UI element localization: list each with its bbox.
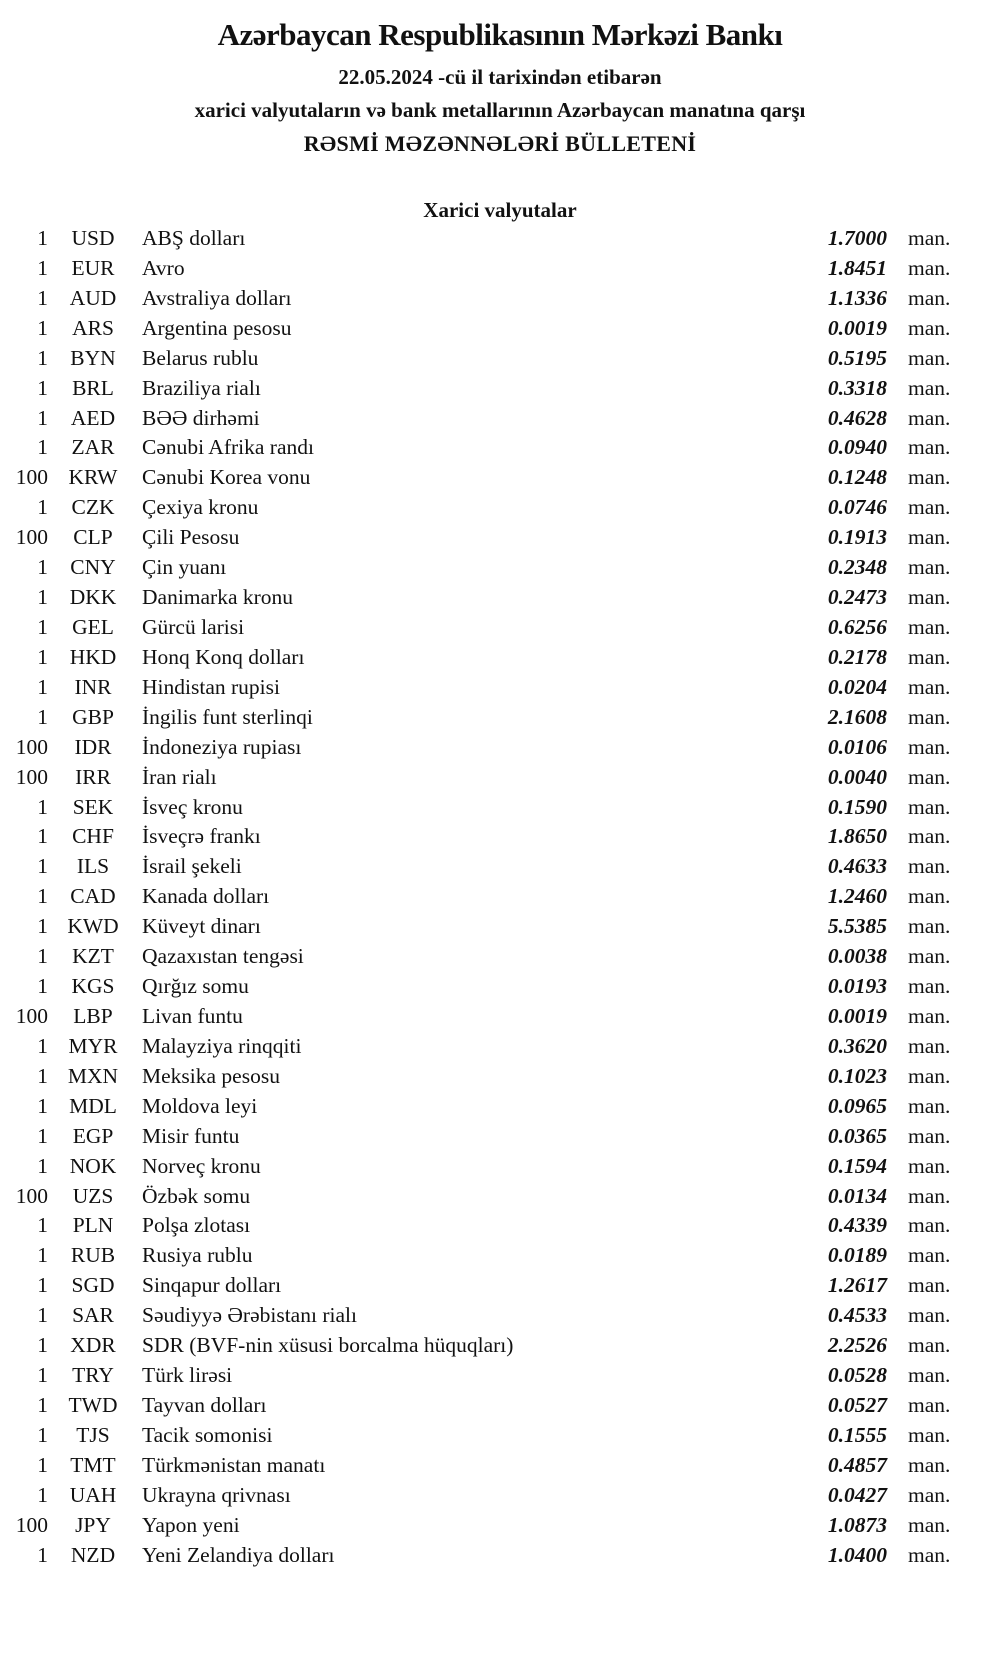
currency-name-cell: Türkmənistan manatı [142, 1452, 326, 1477]
table-row [0, 1303, 1000, 1333]
currency-code-cell: EUR [71, 255, 115, 280]
rate-cell: 0.0746 [827, 495, 887, 520]
quantity-cell: 1 [37, 495, 48, 520]
currency-name-cell: Avro [142, 255, 185, 280]
rate-cell: 0.0965 [827, 1093, 887, 1118]
unit-cell: man. [908, 1542, 951, 1567]
unit-cell: man. [908, 1213, 951, 1238]
bulletin-subtitle: xarici valyutaların və bank metallarının Azərbaycan manatına qarşı [194, 98, 806, 122]
currency-code-cell: BRL [72, 375, 114, 400]
unit-cell: man. [908, 1063, 951, 1088]
currency-code-cell: JPY [75, 1512, 111, 1537]
rate-cell: 0.4628 [827, 405, 887, 430]
currency-code-cell: CZK [71, 495, 115, 520]
currency-code-cell: DKK [69, 585, 117, 610]
rate-cell: 0.0427 [827, 1482, 887, 1507]
unit-cell: man. [908, 1333, 951, 1358]
rates-table [0, 226, 1000, 1572]
rate-cell: 1.0873 [827, 1512, 887, 1537]
currency-code-cell: ARS [72, 315, 114, 340]
currency-code-cell: ZAR [71, 435, 115, 460]
currency-code-cell: IDR [74, 734, 112, 759]
rate-cell: 0.1913 [827, 525, 887, 550]
quantity-cell: 1 [37, 585, 48, 610]
rate-cell: 0.2178 [827, 644, 887, 669]
unit-cell: man. [908, 1243, 951, 1268]
quantity-cell: 1 [37, 884, 48, 909]
currency-name-cell: Yeni Zelandiya dolları [142, 1542, 335, 1567]
table-row [0, 884, 1000, 914]
currency-name-cell: Türk lirəsi [142, 1363, 233, 1388]
table-row [0, 735, 1000, 765]
quantity-cell: 1 [37, 1452, 48, 1477]
rate-cell: 5.5385 [827, 914, 887, 939]
currency-code-cell: LBP [73, 1003, 113, 1028]
rate-cell: 0.0106 [827, 734, 887, 759]
currency-code-cell: SGD [71, 1273, 115, 1298]
rate-cell: 0.2348 [827, 555, 887, 580]
currency-code-cell: RUB [70, 1243, 116, 1268]
currency-name-cell: İsveç kronu [142, 794, 243, 819]
quantity-cell: 100 [15, 1003, 48, 1028]
quantity-cell: 1 [37, 1153, 48, 1178]
currency-code-cell: GEL [72, 614, 114, 639]
rate-cell: 0.1594 [827, 1153, 887, 1178]
currency-code-cell: SAR [72, 1303, 114, 1328]
currency-name-cell: İsrail şekeli [142, 854, 242, 879]
rate-cell: 0.4633 [827, 854, 887, 879]
currency-code-cell: MYR [68, 1033, 118, 1058]
unit-cell: man. [908, 734, 951, 759]
currency-name-cell: Polşa zlotası [142, 1213, 251, 1238]
currency-name-cell: Qırğız somu [142, 974, 249, 999]
rate-cell: 0.0528 [827, 1363, 887, 1388]
table-row [0, 944, 1000, 974]
bank-name-title: Azərbaycan Respublikasının Mərkəzi Bankı [217, 17, 783, 52]
quantity-cell: 100 [15, 1512, 48, 1537]
quantity-cell: 100 [15, 465, 48, 490]
quantity-cell: 1 [37, 614, 48, 639]
quantity-cell: 1 [37, 255, 48, 280]
table-row [0, 675, 1000, 705]
quantity-cell: 1 [37, 1093, 48, 1118]
currency-name-cell: Danimarka kronu [142, 585, 294, 610]
rate-cell: 0.2473 [827, 585, 887, 610]
currency-name-cell: Çin yuanı [142, 555, 227, 580]
currency-code-cell: USD [71, 226, 115, 250]
rate-cell: 0.0134 [827, 1183, 887, 1208]
unit-cell: man. [908, 1183, 951, 1208]
rate-cell: 1.1336 [827, 285, 887, 310]
currency-name-cell: BƏƏ dirhəmi [142, 405, 260, 430]
currency-name-cell: Malayziya rinqqiti [142, 1033, 302, 1058]
unit-cell: man. [908, 495, 951, 520]
quantity-cell: 1 [37, 1303, 48, 1328]
table-row [0, 1004, 1000, 1034]
quantity-cell: 1 [37, 555, 48, 580]
unit-cell: man. [908, 974, 951, 999]
table-row [0, 585, 1000, 615]
currency-code-cell: KZT [72, 944, 114, 969]
effective-date-line: 22.05.2024 -cü il tarixindən etibarən [338, 65, 662, 89]
unit-cell: man. [908, 375, 951, 400]
rate-cell: 2.1608 [827, 704, 887, 729]
rate-cell: 0.1590 [827, 794, 887, 819]
quantity-cell: 1 [37, 1333, 48, 1358]
table-row [0, 1034, 1000, 1064]
table-row [0, 226, 1000, 256]
currency-code-cell: TJS [76, 1422, 110, 1447]
currency-code-cell: INR [74, 674, 112, 699]
quantity-cell: 1 [37, 974, 48, 999]
unit-cell: man. [908, 914, 951, 939]
table-row [0, 495, 1000, 525]
currency-code-cell: UAH [69, 1482, 117, 1507]
table-row [0, 1124, 1000, 1154]
unit-cell: man. [908, 345, 951, 370]
table-row [0, 435, 1000, 465]
quantity-cell: 1 [37, 794, 48, 819]
currency-code-cell: GBP [72, 704, 114, 729]
currency-name-cell: Honq Konq dolları [142, 644, 305, 669]
rate-cell: 0.0038 [827, 944, 887, 969]
rate-cell: 1.2460 [827, 884, 887, 909]
table-row [0, 1273, 1000, 1303]
unit-cell: man. [908, 1273, 951, 1298]
quantity-cell: 1 [37, 854, 48, 879]
rate-cell: 1.2617 [827, 1273, 887, 1298]
unit-cell: man. [908, 405, 951, 430]
currency-code-cell: NOK [69, 1153, 117, 1178]
unit-cell: man. [908, 1123, 951, 1148]
currency-name-cell: Misir funtu [142, 1123, 240, 1148]
rate-cell: 0.0189 [827, 1243, 887, 1268]
currency-name-cell: Meksika pesosu [142, 1063, 280, 1088]
quantity-cell: 1 [37, 1422, 48, 1447]
currency-code-cell: CAD [70, 884, 116, 909]
currency-code-cell: NZD [70, 1542, 116, 1567]
quantity-cell: 1 [37, 1273, 48, 1298]
table-row [0, 974, 1000, 1004]
rate-cell: 0.1248 [827, 465, 887, 490]
unit-cell: man. [908, 255, 951, 280]
currency-name-cell: İsveçrə frankı [142, 824, 261, 849]
rate-cell: 1.0400 [827, 1542, 887, 1567]
unit-cell: man. [908, 435, 951, 460]
quantity-cell: 1 [37, 824, 48, 849]
currency-code-cell: TWD [68, 1392, 118, 1417]
quantity-cell: 1 [37, 375, 48, 400]
unit-cell: man. [908, 1392, 951, 1417]
currency-code-cell: UZS [72, 1183, 114, 1208]
currency-name-cell: Sinqapur dolları [142, 1273, 282, 1298]
quantity-cell: 1 [37, 1542, 48, 1567]
bulletin-header [0, 0, 1000, 158]
unit-cell: man. [908, 1452, 951, 1477]
rate-cell: 0.1023 [827, 1063, 887, 1088]
table-row [0, 376, 1000, 406]
quantity-cell: 100 [15, 525, 48, 550]
quantity-cell: 1 [37, 285, 48, 310]
unit-cell: man. [908, 1482, 951, 1507]
table-row [0, 316, 1000, 346]
rate-cell: 0.0527 [827, 1392, 887, 1417]
quantity-cell: 100 [15, 1183, 48, 1208]
currency-name-cell: Kanada dolları [142, 884, 270, 909]
table-row [0, 1213, 1000, 1243]
table-row [0, 705, 1000, 735]
unit-cell: man. [908, 1033, 951, 1058]
currency-name-cell: Səudiyyə Ərəbistanı rialı [142, 1303, 357, 1328]
table-row [0, 1453, 1000, 1483]
table-row [0, 765, 1000, 795]
currency-name-cell: Moldova leyi [142, 1093, 258, 1118]
table-row [0, 1154, 1000, 1184]
quantity-cell: 100 [15, 764, 48, 789]
table-row [0, 615, 1000, 645]
currency-code-cell: CLP [73, 525, 113, 550]
currency-code-cell: CHF [72, 824, 114, 849]
unit-cell: man. [908, 674, 951, 699]
unit-cell: man. [908, 1422, 951, 1447]
quantity-cell: 1 [37, 405, 48, 430]
quantity-cell: 1 [37, 1033, 48, 1058]
currency-name-cell: ABŞ dolları [142, 226, 246, 250]
table-row [0, 645, 1000, 675]
currency-name-cell: İndoneziya rupiası [142, 734, 302, 759]
table-row [0, 1363, 1000, 1393]
currency-name-cell: İngilis funt sterlinqi [142, 704, 313, 729]
currency-name-cell: Gürcü larisi [142, 614, 245, 639]
quantity-cell: 1 [37, 944, 48, 969]
table-row [0, 1333, 1000, 1363]
currency-name-cell: Cənubi Afrika randı [142, 435, 314, 460]
unit-cell: man. [908, 1303, 951, 1328]
quantity-cell: 1 [37, 674, 48, 699]
table-row [0, 1423, 1000, 1453]
rate-cell: 0.0365 [827, 1123, 887, 1148]
currency-name-cell: Qazaxıstan tengəsi [142, 944, 304, 969]
unit-cell: man. [908, 525, 951, 550]
quantity-cell: 1 [37, 704, 48, 729]
rate-cell: 1.8650 [827, 824, 887, 849]
currency-code-cell: ILS [76, 854, 110, 879]
currency-code-cell: MXN [67, 1063, 119, 1088]
currency-code-cell: TRY [72, 1363, 114, 1388]
unit-cell: man. [908, 854, 951, 879]
quantity-cell: 1 [37, 315, 48, 340]
table-row [0, 286, 1000, 316]
currency-name-cell: Tayvan dolları [142, 1392, 267, 1417]
currency-code-cell: EGP [72, 1123, 114, 1148]
table-row [0, 525, 1000, 555]
currency-name-cell: SDR (BVF-nin xüsusi borcalma hüquqları) [142, 1333, 514, 1358]
unit-cell: man. [908, 285, 951, 310]
currency-code-cell: XDR [70, 1333, 116, 1358]
unit-cell: man. [908, 1003, 951, 1028]
unit-cell: man. [908, 824, 951, 849]
quantity-cell: 1 [37, 1482, 48, 1507]
table-row [0, 1064, 1000, 1094]
unit-cell: man. [908, 944, 951, 969]
bulletin-title: RƏSMİ MƏZƏNNƏLƏRİ BÜLLETENİ [303, 131, 697, 156]
currency-name-cell: Çexiya kronu [142, 495, 259, 520]
currency-code-cell: KRW [68, 465, 118, 490]
rate-cell: 1.7000 [827, 226, 887, 250]
quantity-cell: 1 [37, 435, 48, 460]
quantity-cell: 1 [37, 1123, 48, 1148]
rate-cell: 0.0019 [827, 1003, 887, 1028]
currency-name-cell: Argentina pesosu [142, 315, 292, 340]
unit-cell: man. [908, 1363, 951, 1388]
table-row [0, 1393, 1000, 1423]
currency-code-cell: AUD [69, 285, 117, 310]
unit-cell: man. [908, 704, 951, 729]
currency-name-cell: İran rialı [142, 764, 217, 789]
rate-cell: 0.4857 [827, 1452, 887, 1477]
unit-cell: man. [908, 884, 951, 909]
table-row [0, 1094, 1000, 1124]
currency-name-cell: Livan funtu [142, 1003, 243, 1028]
unit-cell: man. [908, 226, 951, 250]
rate-cell: 0.0019 [827, 315, 887, 340]
currency-name-cell: Hindistan rupisi [142, 674, 280, 699]
quantity-cell: 1 [37, 1243, 48, 1268]
unit-cell: man. [908, 1153, 951, 1178]
unit-cell: man. [908, 644, 951, 669]
currency-name-cell: Ukrayna qrivnası [142, 1482, 291, 1507]
currency-name-cell: Belarus rublu [142, 345, 259, 370]
quantity-cell: 1 [37, 226, 48, 250]
quantity-cell: 100 [15, 734, 48, 759]
quantity-cell: 1 [37, 1363, 48, 1388]
currency-name-cell: Avstraliya dolları [142, 285, 292, 310]
currency-code-cell: KGS [71, 974, 115, 999]
table-row [0, 1483, 1000, 1513]
rate-cell: 0.0040 [827, 764, 887, 789]
rate-cell: 0.0940 [827, 435, 887, 460]
unit-cell: man. [908, 315, 951, 340]
table-row [0, 795, 1000, 825]
currency-code-cell: PLN [72, 1213, 114, 1238]
unit-cell: man. [908, 794, 951, 819]
rate-cell: 0.0193 [827, 974, 887, 999]
table-row [0, 1513, 1000, 1543]
table-row [0, 346, 1000, 376]
rate-cell: 0.5195 [827, 345, 887, 370]
currency-name-cell: Braziliya rialı [142, 375, 261, 400]
section-title-foreign-currencies: Xarici valyutalar [423, 198, 577, 222]
unit-cell: man. [908, 614, 951, 639]
rate-cell: 0.1555 [827, 1422, 887, 1447]
unit-cell: man. [908, 764, 951, 789]
table-row [0, 465, 1000, 495]
quantity-cell: 1 [37, 1063, 48, 1088]
unit-cell: man. [908, 465, 951, 490]
currency-code-cell: AED [70, 405, 116, 430]
quantity-cell: 1 [37, 345, 48, 370]
currency-name-cell: Cənubi Korea vonu [142, 465, 311, 490]
table-row [0, 555, 1000, 585]
currency-name-cell: Norveç kronu [142, 1153, 261, 1178]
unit-cell: man. [908, 1512, 951, 1537]
currency-code-cell: MDL [69, 1093, 117, 1118]
currency-name-cell: Tacik somonisi [142, 1422, 273, 1447]
currency-code-cell: SEK [72, 794, 114, 819]
currency-code-cell: BYN [70, 345, 116, 370]
currency-code-cell: IRR [75, 764, 111, 789]
currency-name-cell: Rusiya rublu [142, 1243, 253, 1268]
quantity-cell: 1 [37, 644, 48, 669]
table-row [0, 1184, 1000, 1214]
rate-cell: 0.3620 [827, 1033, 887, 1058]
currency-name-cell: Çili Pesosu [142, 525, 240, 550]
rate-cell: 0.4533 [827, 1303, 887, 1328]
currency-code-cell: TMT [70, 1452, 116, 1477]
unit-cell: man. [908, 1093, 951, 1118]
unit-cell: man. [908, 555, 951, 580]
rate-cell: 1.8451 [827, 255, 887, 280]
table-row [0, 854, 1000, 884]
currency-name-cell: Özbək somu [142, 1183, 251, 1208]
currency-code-cell: CNY [70, 555, 116, 580]
table-row [0, 1543, 1000, 1573]
rate-cell: 0.4339 [827, 1213, 887, 1238]
unit-cell: man. [908, 585, 951, 610]
table-row [0, 256, 1000, 286]
rate-cell: 0.6256 [827, 614, 887, 639]
rate-cell: 0.0204 [827, 674, 887, 699]
table-row [0, 1243, 1000, 1273]
currency-code-cell: HKD [69, 644, 117, 669]
currency-name-cell: Küveyt dinarı [142, 914, 261, 939]
currency-code-cell: KWD [67, 914, 119, 939]
currency-name-cell: Yapon yeni [142, 1512, 240, 1537]
rate-cell: 0.3318 [827, 375, 887, 400]
table-row [0, 824, 1000, 854]
table-row [0, 406, 1000, 436]
rate-cell: 2.2526 [827, 1333, 887, 1358]
quantity-cell: 1 [37, 914, 48, 939]
quantity-cell: 1 [37, 1392, 48, 1417]
table-row [0, 914, 1000, 944]
quantity-cell: 1 [37, 1213, 48, 1238]
